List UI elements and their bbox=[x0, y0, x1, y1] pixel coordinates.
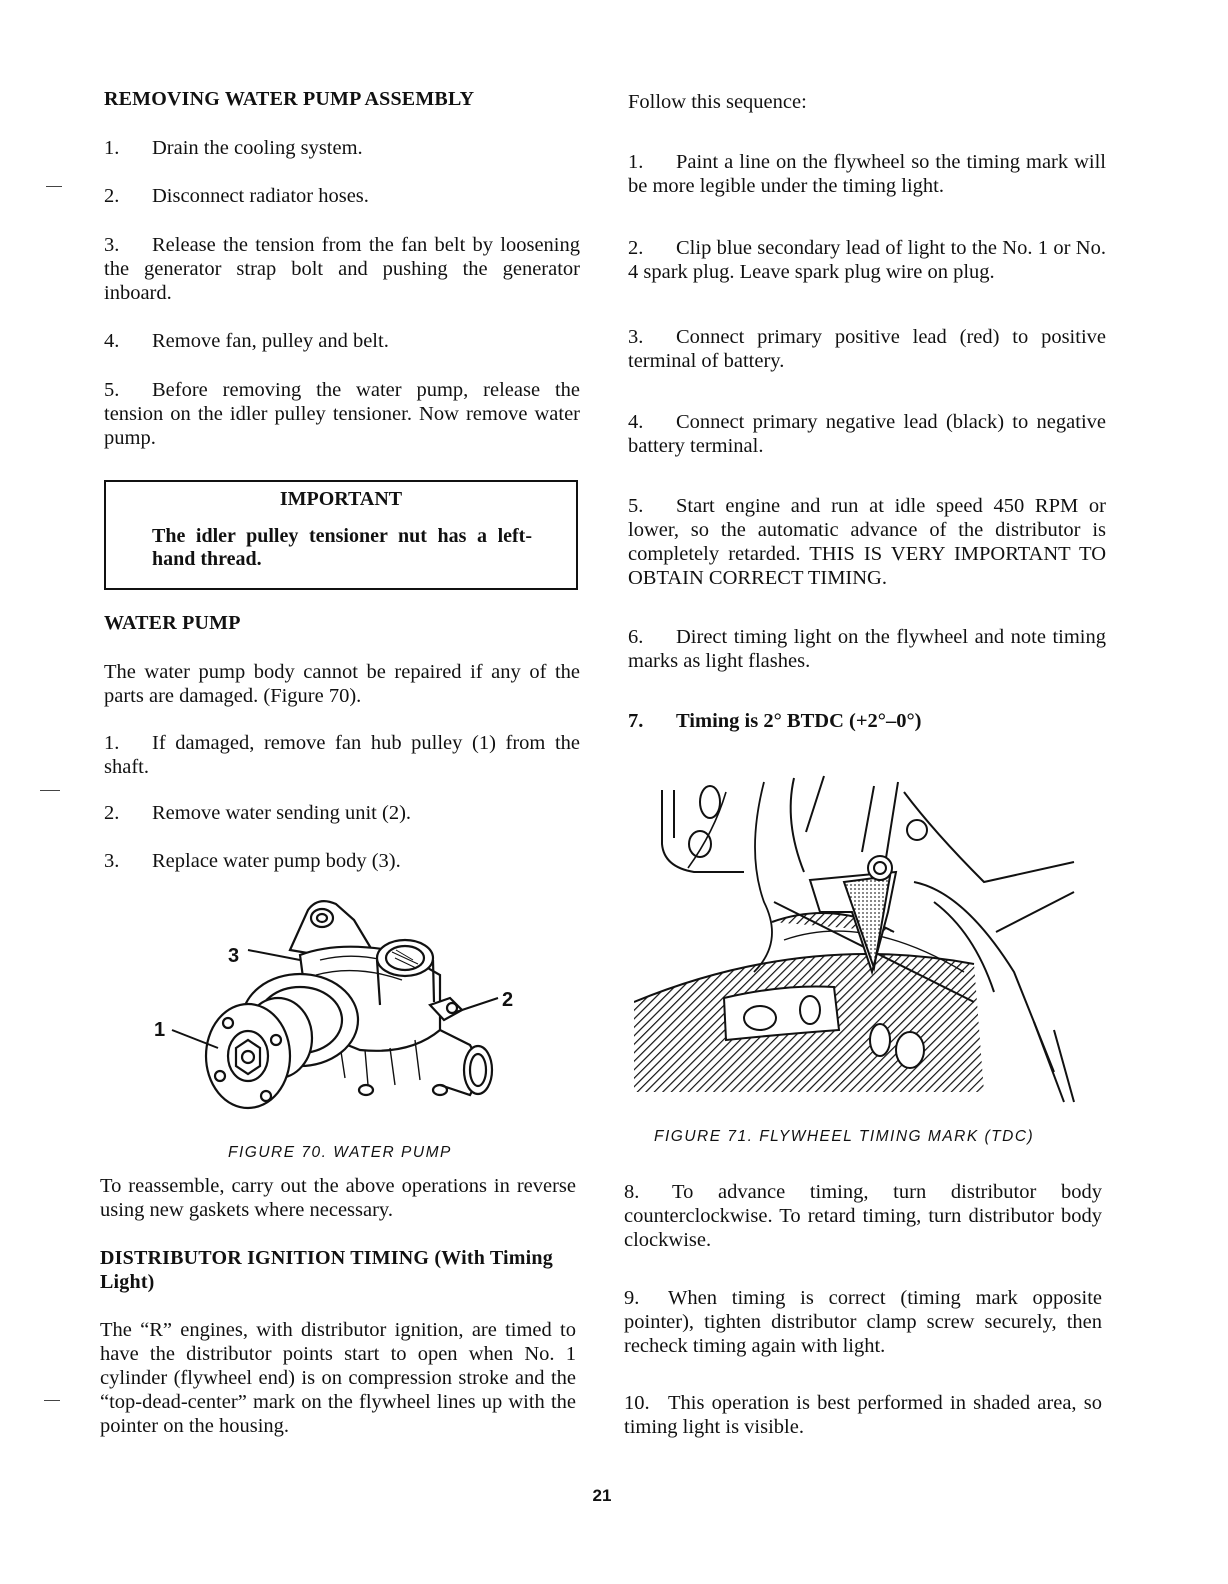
flywheel-figure bbox=[634, 772, 1080, 1108]
figure70-label-3: 3 bbox=[228, 945, 240, 967]
figure-71-caption: FIGURE 71. FLYWHEEL TIMING MARK (TDC) bbox=[654, 1128, 1035, 1145]
timing-step-7: 7. Timing is 2° BTDC (+2°–0°) bbox=[628, 710, 922, 732]
removing-step-1: 1. Drain the cooling system. bbox=[104, 137, 363, 159]
water-pump-step-3: 3. Replace water pump body (3). bbox=[104, 850, 401, 872]
timing-step-6: 6. Direct timing light on the flywheel and note timing marks as light flashes. bbox=[628, 626, 1106, 672]
figure-70-caption: FIGURE 70. WATER PUMP bbox=[228, 1144, 452, 1161]
page-number: 21 bbox=[592, 1486, 612, 1505]
margin-mark bbox=[40, 790, 60, 791]
water-pump-intro: The water pump body cannot be repaired if any of the parts are damaged. (Figure 70). bbox=[104, 661, 580, 707]
timing-step-5: 5. Start engine and run at idle speed 450 RPM or lower, so the automatic advance of the distributor is completely retarded. THIS IS VERY IMPORTANT TO OBTAIN CORRECT TIMING. bbox=[628, 495, 1106, 589]
removing-step-3: 3. Release the tension from the fan belt by loosening the generator strap bolt and pushing the generator inboard. bbox=[104, 234, 580, 304]
water-pump-figure bbox=[140, 880, 540, 1130]
removing-step-4: 4. Remove fan, pulley and belt. bbox=[104, 330, 389, 352]
timing-step-2: 2. Clip blue secondary lead of light to the No. 1 or No. 4 spark plug. Leave spark plug wire on plug. bbox=[628, 237, 1106, 283]
margin-mark bbox=[46, 186, 62, 187]
figure70-label-2: 2 bbox=[502, 989, 514, 1011]
timing-step-4: 4. Connect primary negative lead (black) to negative battery terminal. bbox=[628, 411, 1106, 457]
removing-step-5: 5. Before removing the water pump, release the tension on the idler pulley tensioner. Now remove water pump. bbox=[104, 379, 580, 449]
timing-step-9: 9. When timing is correct (timing mark opposite pointer), tighten distributor clamp screw securely, then recheck timing again with light. bbox=[624, 1287, 1102, 1357]
timing-step-10: 10. This operation is best performed in shaded area, so timing light is visible. bbox=[624, 1392, 1102, 1438]
water-pump-heading: WATER PUMP bbox=[104, 612, 241, 634]
distributor-heading: DISTRIBUTOR IGNITION TIMING (With Timing Light) bbox=[100, 1247, 553, 1293]
important-title: IMPORTANT bbox=[279, 488, 403, 510]
sequence-intro: Follow this sequence: bbox=[628, 91, 807, 113]
water-pump-step-2: 2. Remove water sending unit (2). bbox=[104, 802, 412, 824]
margin-mark bbox=[44, 1400, 60, 1401]
important-text: The idler pulley tensioner nut has a left-hand thread. bbox=[152, 525, 532, 570]
reassemble-text: To reassemble, carry out the above operations in reverse using new gaskets where necessary. bbox=[100, 1175, 576, 1221]
figure70-label-1: 1 bbox=[154, 1019, 166, 1041]
timing-step-8: 8. To advance timing, turn distributor body counterclockwise. To retard timing, turn distributor body clockwise. bbox=[624, 1181, 1102, 1251]
distributor-text: The “R” engines, with distributor ignition, are timed to have the distributor points start to open when No. 1 cylinder (flywheel end) is on compression stroke and the “top-dead-center” mark on the flywheel lines up with the pointer on the housing. bbox=[100, 1319, 576, 1437]
removing-heading: REMOVING WATER PUMP ASSEMBLY bbox=[104, 88, 475, 110]
water-pump-step-1: 1. If damaged, remove fan hub pulley (1) from the shaft. bbox=[104, 732, 580, 778]
timing-step-1: 1. Paint a line on the flywheel so the timing mark will be more legible under the timing light. bbox=[628, 151, 1106, 197]
removing-step-2: 2. Disconnect radiator hoses. bbox=[104, 185, 369, 207]
important-box bbox=[104, 480, 578, 590]
timing-step-3: 3. Connect primary positive lead (red) to positive terminal of battery. bbox=[628, 326, 1106, 372]
